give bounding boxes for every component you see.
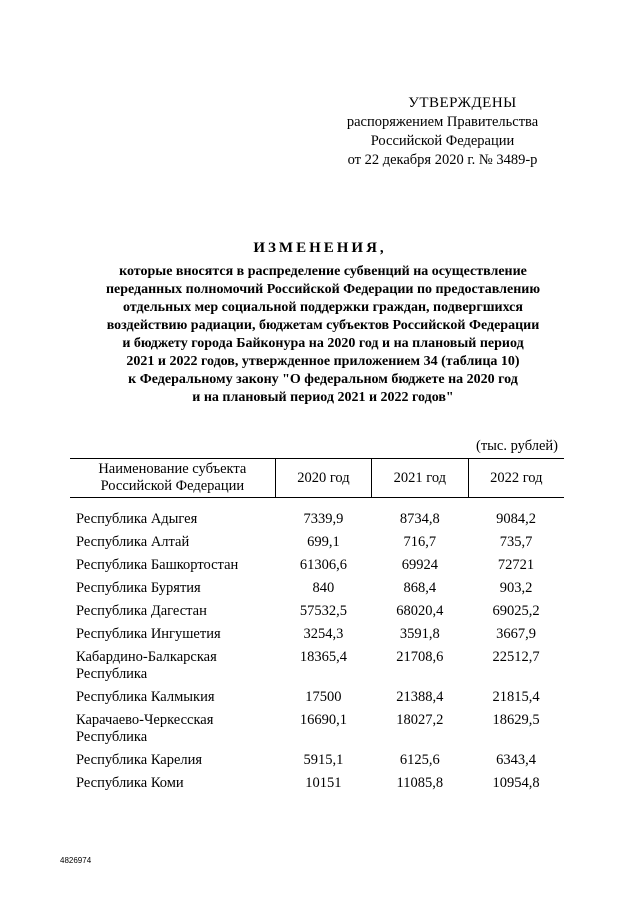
table-row [70, 749, 564, 772]
value-cell: 3591,8 [399, 626, 440, 642]
subtitle-line: воздействию радиации, бюджетам субъектов Российской Федерации [106, 318, 540, 333]
column-header-2022: 2022 год [468, 459, 564, 498]
subtitle-line: 2021 и 2022 годов, утвержденное приложением 34 (таблица 10) [126, 354, 520, 369]
table-row [70, 554, 564, 577]
table-row [70, 600, 564, 623]
column-header-subject: Наименование субъекта Российской Федерации [70, 459, 275, 498]
subject-name-cell: Республика Дагестан [76, 603, 207, 619]
subject-name-cell: Кабардино-Балкарская Республика [76, 649, 217, 682]
table-row [70, 686, 564, 709]
value-cell: 3254,3 [303, 626, 344, 642]
table-header-row [70, 459, 564, 498]
value-cell: 840 [312, 580, 335, 596]
table-row [70, 646, 564, 686]
table-row [70, 709, 564, 749]
value-cell: 22512,7 [492, 649, 540, 665]
subtitle-line: отдельных мер социальной поддержки граждан, подвергшихся [123, 300, 523, 315]
value-cell: 57532,5 [299, 603, 347, 619]
value-cell: 716,7 [403, 534, 437, 550]
value-cell: 18027,2 [396, 712, 444, 728]
subtitle-line: переданных полномочий Российской Федерации по предоставлению [105, 282, 541, 297]
subject-name-cell: Республика Коми [76, 775, 184, 791]
subject-name-cell: Республика Бурятия [76, 580, 201, 596]
value-cell: 72721 [497, 557, 535, 573]
subtitle-line: и бюджету города Байконура на 2020 год и на плановый период [122, 336, 524, 351]
value-cell: 18629,5 [492, 712, 540, 728]
value-cell: 21815,4 [492, 689, 540, 705]
column-header-2021: 2021 год [372, 459, 468, 498]
approval-block [330, 94, 555, 170]
value-cell: 21388,4 [396, 689, 444, 705]
value-cell: 69924 [401, 557, 438, 573]
subject-name-cell: Республика Карелия [76, 752, 203, 768]
subvention-table [70, 458, 564, 795]
subtitle-line: которые вносятся в распределение субвенций на осуществление [119, 264, 527, 279]
value-cell: 5915,1 [303, 752, 344, 768]
value-cell: 8734,8 [399, 511, 440, 527]
document-title: ИЗМЕНЕНИЯ, [253, 240, 387, 256]
value-cell: 10954,8 [492, 775, 540, 791]
table-row [70, 623, 564, 646]
value-cell: 9084,2 [496, 511, 536, 527]
subject-name-cell: Республика Башкортостан [76, 557, 239, 573]
approval-line: от 22 декабря 2020 г. № 3489-р [347, 152, 538, 168]
value-cell: 21708,6 [396, 649, 444, 665]
value-cell: 6343,4 [496, 752, 536, 768]
document-subtitle [78, 263, 568, 407]
value-cell: 699,1 [307, 534, 340, 550]
value-cell: 18365,4 [299, 649, 347, 665]
subtitle-line: к Федеральному закону "О федеральном бюджете на 2020 год [128, 372, 518, 387]
table-row [70, 577, 564, 600]
subject-name-cell: Республика Адыгея [76, 511, 198, 527]
value-cell: 68020,4 [396, 603, 444, 619]
value-cell: 10151 [305, 775, 342, 791]
table-row [70, 531, 564, 554]
table-row [70, 772, 564, 795]
value-cell: 61306,6 [299, 557, 347, 573]
subject-name-cell: Республика Алтай [76, 534, 190, 550]
approval-heading: УТВЕРЖДЕНЫ [408, 95, 517, 111]
value-cell: 3667,9 [496, 626, 536, 642]
subject-name-cell: Республика Ингушетия [76, 626, 221, 642]
value-cell: 735,7 [499, 534, 533, 550]
approval-line: Российской Федерации [370, 133, 515, 149]
unit-label: (тыс. рублей) [476, 438, 558, 454]
value-cell: 16690,1 [299, 712, 347, 728]
document-code: 4826974 [60, 856, 92, 865]
value-cell: 17500 [305, 689, 342, 705]
value-cell: 903,2 [499, 580, 533, 596]
value-cell: 69025,2 [492, 603, 540, 619]
column-header-2020: 2020 год [275, 459, 371, 498]
table-row [70, 508, 564, 531]
approval-line: распоряжением Правительства [346, 114, 539, 130]
value-cell: 6125,6 [399, 752, 440, 768]
subtitle-line: и на плановый период 2021 и 2022 годов" [192, 390, 454, 405]
value-cell: 11085,8 [396, 775, 444, 791]
subject-name-cell: Карачаево-Черкесская Республика [76, 712, 214, 745]
subject-name-cell: Республика Калмыкия [76, 689, 215, 705]
value-cell: 868,4 [403, 580, 437, 596]
value-cell: 7339,9 [303, 511, 344, 527]
